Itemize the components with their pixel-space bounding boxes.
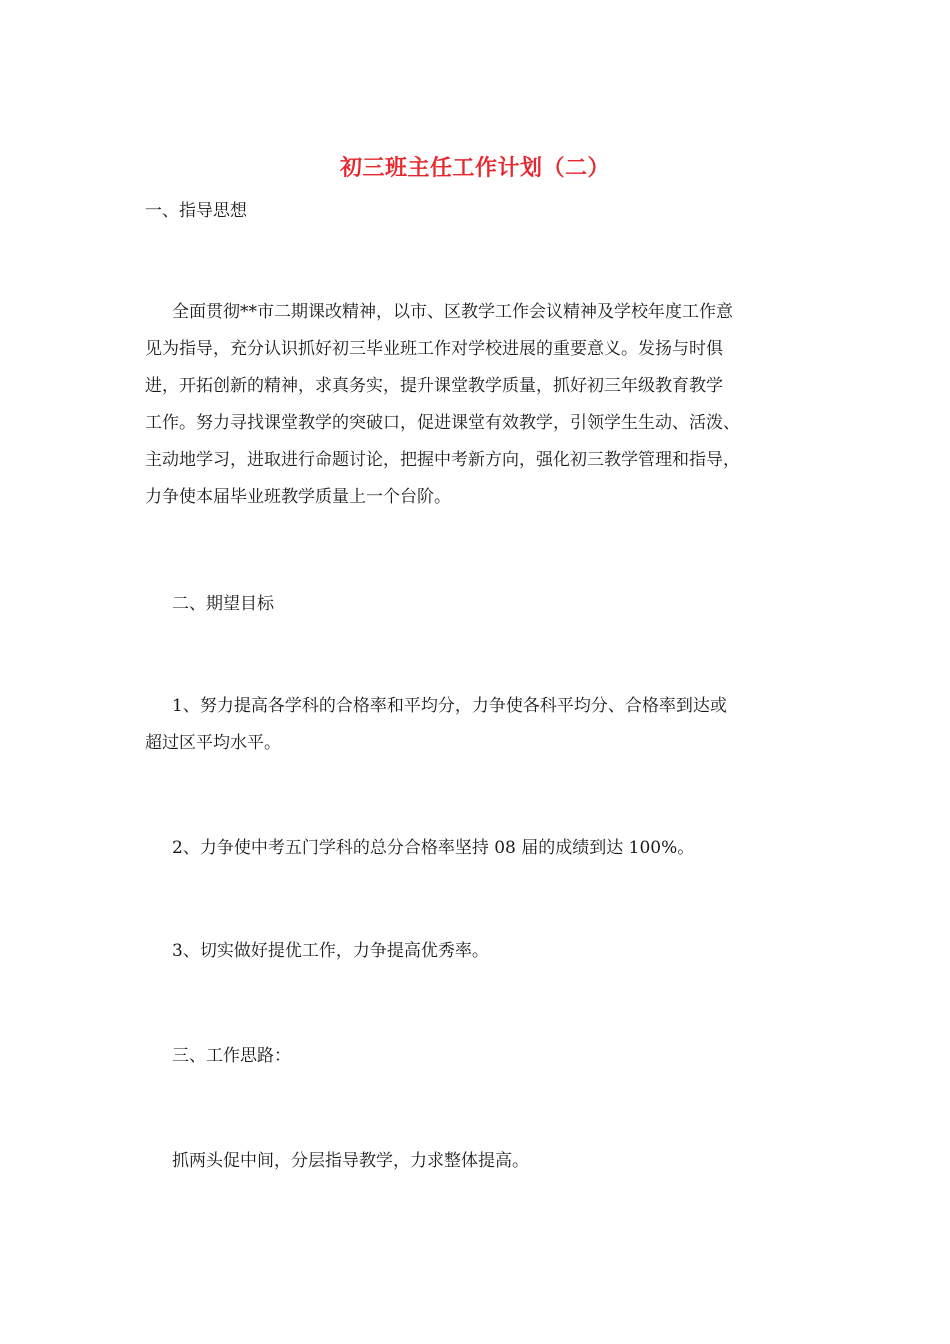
paragraph-line: 3、切实做好提优工作，力争提高优秀率。 bbox=[172, 941, 489, 961]
paragraph-line: 见为指导，充分认识抓好初三毕业班工作对学校进展的重要意义。发扬与时俱 bbox=[145, 339, 723, 359]
document-title: 初三班主任工作计划（二） bbox=[339, 155, 610, 181]
paragraph-line: 2、力争使中考五门学科的总分合格率坚持 08 届的成绩到达 100%。 bbox=[172, 838, 695, 858]
work-approach-paragraph bbox=[145, 1143, 813, 1180]
paragraph-line: 主动地学习，进取进行命题讨论，把握中考新方向，强化初三教学管理和指导， bbox=[145, 450, 740, 470]
paragraph-line: 进，开拓创新的精神，求真务实，提升课堂教学质量，抓好初三年级教育教学 bbox=[145, 376, 723, 396]
section-heading-text: 二、期望目标 bbox=[172, 594, 274, 614]
guiding-ideology-paragraph bbox=[145, 294, 813, 516]
goal-item-3 bbox=[145, 933, 813, 970]
paragraph-line: 1、努力提高各学科的合格率和平均分，力争使各科平均分、合格率到达或 bbox=[172, 696, 727, 716]
section-heading-text: 三、工作思路： bbox=[172, 1046, 291, 1066]
paragraph-line: 力争使本届毕业班教学质量上一个台阶。 bbox=[145, 487, 451, 507]
section-heading-work-approach bbox=[145, 1038, 813, 1075]
paragraph-line: 超过区平均水平。 bbox=[145, 733, 281, 753]
paragraph-line: 全面贯彻**市二期课改精神，以市、区教学工作会议精神及学校年度工作意 bbox=[172, 302, 733, 322]
paragraph-line: 工作。努力寻找课堂教学的突破口，促进课堂有效教学，引领学生生动、活泼、 bbox=[145, 413, 740, 433]
goal-item-2 bbox=[145, 830, 813, 867]
section-heading-text: 一、指导思想 bbox=[145, 201, 247, 221]
paragraph-line: 抓两头促中间，分层指导教学，力求整体提高。 bbox=[172, 1151, 529, 1171]
section-heading-expected-goals bbox=[145, 586, 813, 623]
section-heading-guiding-ideology bbox=[145, 193, 813, 230]
goal-item-1 bbox=[145, 688, 813, 762]
